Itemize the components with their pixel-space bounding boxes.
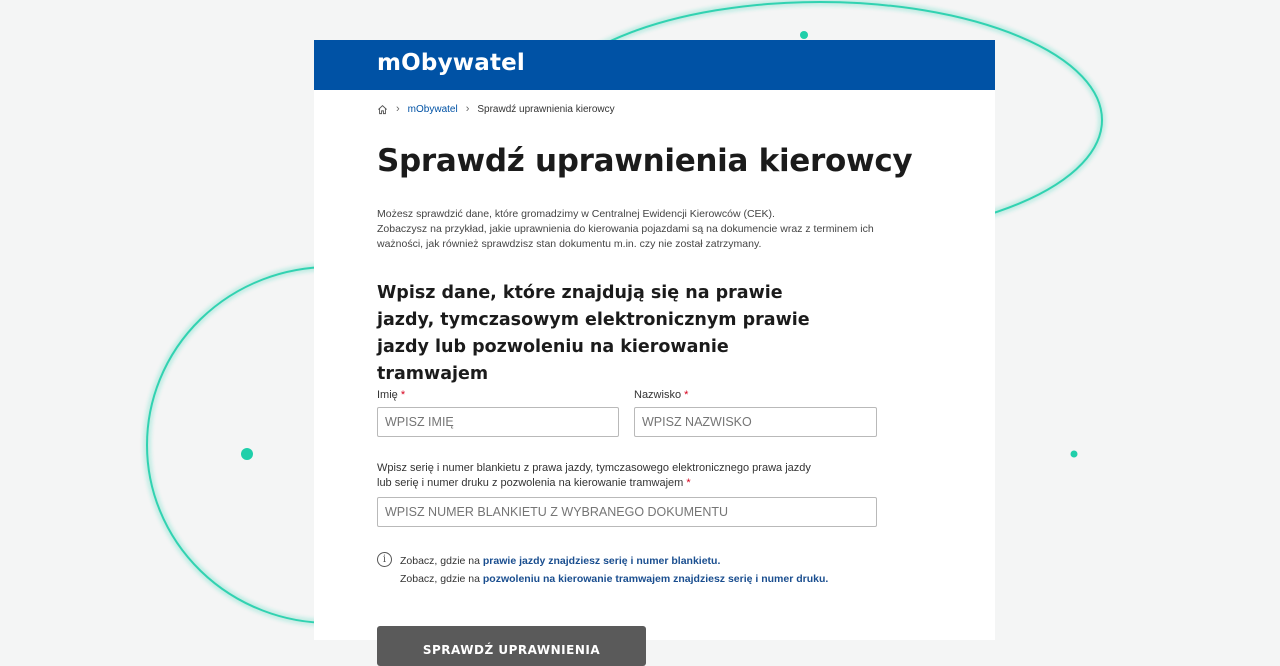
page-title: Sprawdź uprawnienia kierowcy	[377, 143, 913, 179]
document-number-label-line-1: Wpisz serię i numer blankietu z prawa jazdy, tymczasowego elektronicznego prawa jazdy	[377, 462, 811, 474]
tram-permit-help-link[interactable]: pozwoleniu na kierowanie tramwajem znajdziesz serię i numer druku.	[482, 573, 829, 585]
document-number-input[interactable]	[377, 497, 877, 527]
last-name-input[interactable]	[634, 407, 877, 437]
required-mark: *	[400, 389, 406, 401]
info-icon: i	[377, 552, 392, 567]
info-line-1	[400, 552, 828, 570]
info-line-2	[400, 570, 828, 588]
intro-line-2: Zobaczysz na przykład, jakie uprawnienia do kierowania pojazdami są na dokumencie wraz z terminem ich ważności, jak również sprawdzisz stan dokumentu m.in. czy nie został zatrzymany.	[377, 223, 874, 250]
document-number-label-line-2: lub serię i numer druku z pozwolenia na kierowanie tramwajem	[377, 477, 684, 489]
document-number-label	[377, 461, 811, 491]
last-name-label	[634, 388, 688, 403]
info-line-1-prefix: Zobacz, gdzie na	[400, 555, 480, 567]
breadcrumb-link-mobywatel[interactable]: mObywatel	[407, 103, 458, 115]
first-name-label-text: Imię	[377, 389, 398, 401]
chevron-right-icon: ›	[465, 103, 470, 115]
info-lines	[400, 552, 828, 588]
info-box	[377, 552, 828, 588]
required-mark: *	[684, 389, 689, 401]
first-name-label	[377, 388, 405, 403]
intro-line-1: Możesz sprawdzić dane, które gromadzimy w Centralnej Ewidencji Kierowców (CEK).	[377, 208, 775, 220]
chevron-right-icon: ›	[396, 103, 400, 115]
decorative-dot	[241, 448, 253, 460]
breadcrumb-current: Sprawdź uprawnienia kierowcy	[477, 103, 615, 115]
info-line-2-prefix: Zobacz, gdzie na	[400, 573, 480, 585]
main-card	[314, 40, 995, 657]
first-name-input[interactable]	[377, 407, 619, 437]
breadcrumb	[377, 103, 615, 115]
decorative-dot	[1071, 451, 1078, 458]
form-heading: Wpisz dane, które znajdują się na prawie jazdy, tymczasowym elektronicznym prawie jazdy lub pozwoleniu na kierowanie tramwajem	[377, 283, 810, 384]
home-icon[interactable]	[377, 104, 388, 115]
decorative-dot	[800, 31, 808, 39]
last-name-label-text: Nazwisko	[634, 389, 682, 401]
mobywatel-logo[interactable]: mObywatel	[377, 50, 526, 76]
intro-text	[377, 207, 897, 252]
document-number-label-line-2-wrap	[377, 476, 811, 491]
check-permissions-button[interactable]: SPRAWDŹ UPRAWNIENIA	[377, 626, 646, 666]
header-bar	[314, 40, 995, 90]
required-mark: *	[686, 477, 691, 489]
driving-license-help-link[interactable]: prawie jazdy znajdziesz serię i numer blankietu.	[482, 555, 721, 567]
